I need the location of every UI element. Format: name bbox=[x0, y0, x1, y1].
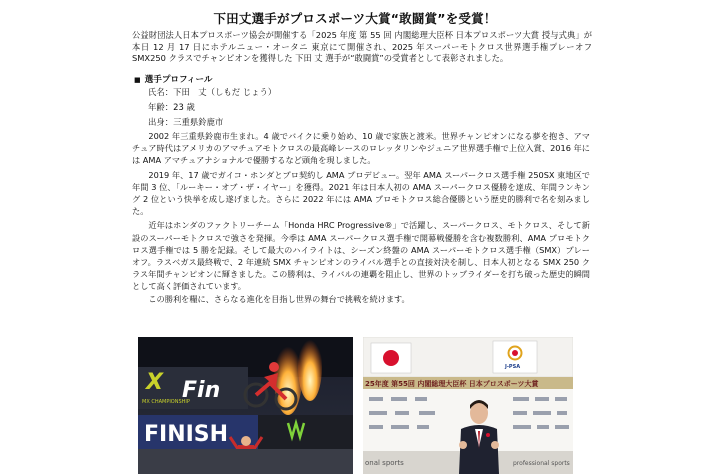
photo-motocross-finish bbox=[138, 337, 353, 474]
motocross-photo-illustration bbox=[138, 337, 353, 474]
thumbs-up-right-icon bbox=[491, 441, 499, 449]
profile-birthplace: 出身：三重県鈴鹿市 bbox=[148, 117, 224, 127]
bio-paragraph-3: 近年はホンダのファクトリーチーム「Honda HRC Progressive®」で活躍し、スーパークロス、モトクロス、そして新設のスーパーモトクロスで強さを発揮。今季は AMA スーパークロス選手権で開幕戦優勝を含む複数勝利、AMA プロモトクロス選手権では 5 勝を記録。そして最大のハイライトは、シーズン終盤の AMA スーパーモトクロス選手権（SMX）プレーオフ。ラスベガス最終戦で、2 年連続 SMX チャンピオンのライバル選手との直接対決を制し、日本人初となる SMX 250 クラス年間チャンピオンに輝きました。この勝利は、ライバルの連覇を阻止し、世界のトップライダーを打ち破った歴史的瞬間として高く評価されています。 bbox=[132, 220, 590, 292]
sponsor-text: MX CHAMPIONSHIP bbox=[142, 399, 190, 405]
corsage-icon bbox=[486, 433, 490, 437]
jpsa-text: J-PSA bbox=[505, 364, 521, 370]
biography bbox=[132, 130, 590, 305]
profile-name: 氏名：下田 丈（しもだ じょう） bbox=[148, 87, 277, 97]
page-title: 下田丈選手がプロスポーツ大賞“敢闘賞”を受賞！ bbox=[213, 11, 497, 26]
bio-paragraph-1: 2002 年三重県鈴鹿市生まれ。4 歳でバイクに乗り始め、10 歳で家族と渡米。世界チャンピオンになる夢を抱き、アマチュア時代はアメリカのアマチュアモトクロスの最高峰レースのロレッタリンやジュニア世界選手権で上位入賞、2016 年には AMA アマチュアナショナルで優勝するなど頭角を現しました。 bbox=[132, 131, 590, 166]
x-mark: X bbox=[146, 370, 163, 395]
event-banner-text: 25年度 第55回 内閣総理大臣杯 日本プロスポーツ大賞 bbox=[365, 380, 539, 388]
thumbs-up-left-icon bbox=[459, 441, 467, 449]
finish-text: FINISH bbox=[144, 422, 229, 447]
intro-paragraph: 公益財団法人日本プロスポーツ協会が開催する「2025 年度 第 55 回 内閣総理大臣杯 日本プロスポーツ大賞 授与式典」が本日 12 月 17 日にホテルニュー・オータニ 東京にて開催され、2025 年スーパーモトクロス世界選手権プレーオフ SMX250 クラスでチャンピオンを獲得した 下田 丈 選手が“敢闘賞”の受賞者として表彰されました。 bbox=[132, 30, 592, 63]
profile-age: 年齢：23 歳 bbox=[148, 102, 195, 112]
profile-heading bbox=[134, 73, 213, 85]
flag-red-sun-icon bbox=[383, 350, 399, 366]
photo-award-ceremony bbox=[363, 337, 573, 474]
sign-text: Fin bbox=[182, 378, 221, 403]
ceremony-photo-illustration bbox=[363, 337, 573, 474]
floor-text-right: professional sports bbox=[513, 460, 570, 467]
profile-heading-label: 選手プロフィール bbox=[144, 75, 213, 85]
bio-paragraph-2: 2019 年、17 歳でガイコ・ホンダとプロ契約し AMA プロデビュー。翌年 AMA スーパークロス選手権 250SX 東地区で年間 3 位、「ルーキー・オブ・ザ・イヤー」を獲得。2021 年は日本人初の AMA スーパークロス優勝を達成、年間ランキング 2 位という快挙を成し遂げました。さらに 2022 年には AMA プロモトクロス総合優勝という歴史的勝利で名を刻みました。 bbox=[132, 169, 590, 217]
floor-text-left: onal sports bbox=[365, 459, 404, 467]
bio-paragraph-4: この勝利を糧に、さらなる進化を目指し世界の舞台で挑戦を続けます。 bbox=[148, 293, 410, 304]
square-bullet-icon: ■ bbox=[134, 76, 141, 84]
